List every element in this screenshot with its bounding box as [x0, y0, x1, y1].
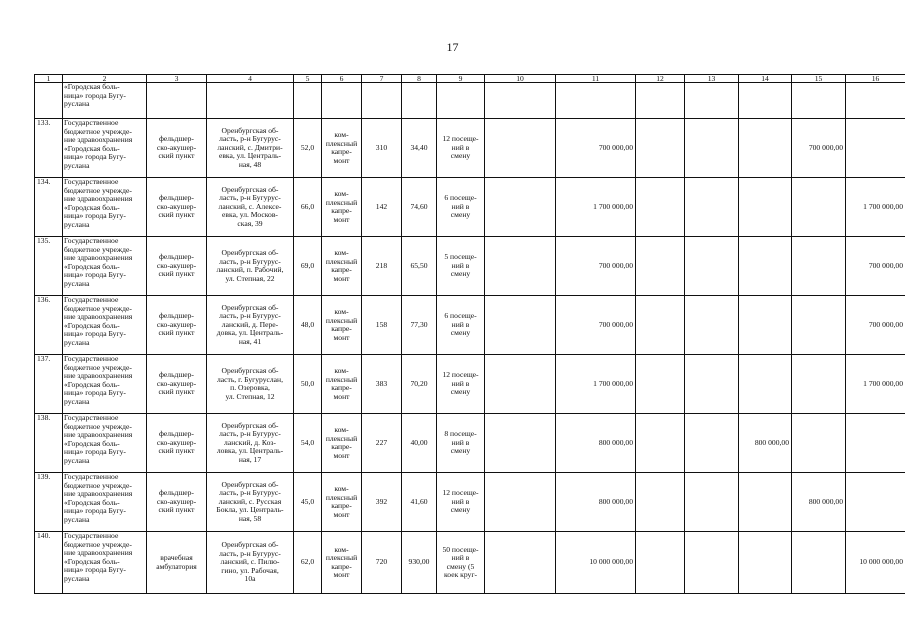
col15-amount-cell-text: 800 000,00	[808, 496, 843, 506]
col13-cell	[685, 178, 739, 237]
facility-type-cell	[147, 178, 207, 237]
area-cell-text: 52,0	[300, 142, 315, 152]
empty-cell	[792, 83, 846, 119]
col11-amount-cell	[556, 532, 636, 594]
table-row	[35, 296, 905, 355]
column-number-row	[35, 75, 905, 83]
address-cell	[207, 473, 294, 532]
empty-cell	[846, 83, 905, 119]
col14-amount-cell	[739, 119, 792, 178]
column-number: 1	[35, 75, 63, 83]
row-number-text: 137.	[37, 354, 51, 363]
col14-amount-cell	[739, 178, 792, 237]
col11-amount-cell-text: 700 000,00	[598, 142, 633, 152]
col11-amount-cell-text: 700 000,00	[598, 319, 633, 329]
work-type-cell-text: ком- плексный капре- монт	[325, 544, 358, 579]
column-number: 15	[792, 75, 846, 83]
col8-cell	[402, 119, 437, 178]
column-number: 3	[147, 75, 207, 83]
col15-amount-cell-text: 700 000,00	[808, 142, 843, 152]
capacity-cell-text: 6 посеще- ний в смену	[444, 311, 477, 338]
address-cell	[207, 237, 294, 296]
col8-cell-text: 77,30	[410, 319, 428, 329]
col15-amount-cell	[792, 473, 846, 532]
col16-amount-cell	[846, 355, 905, 414]
row-number-text: 138.	[37, 413, 51, 422]
col10-cell	[485, 414, 556, 473]
work-type-cell	[322, 532, 362, 594]
column-number: 13	[685, 75, 739, 83]
organization-cell-text: Государственное бюджетное учрежде- ние здравоохранения «Городская боль- ница» города Бугу- руслана	[64, 177, 133, 229]
work-type-cell	[322, 119, 362, 178]
column-number: 11	[556, 75, 636, 83]
address-cell-text: Оренбургская об- ласть, р-н Бугурус- ланский, д. Коз- ловка, ул. Централь- ная, 17	[216, 420, 284, 464]
area-cell	[294, 355, 322, 414]
table-row	[35, 178, 905, 237]
address-cell-text: Оренбургская об- ласть, р-н Бугурус- ланский, с. Русская Бокла, ул. Централь- ная, 58	[216, 479, 284, 523]
col11-amount-cell-text: 1 700 000,00	[593, 201, 633, 211]
col8-cell-text: 70,20	[410, 378, 428, 388]
col7-cell	[362, 414, 402, 473]
area-cell-text: 66,0	[300, 201, 315, 211]
facility-type-cell	[147, 119, 207, 178]
col10-cell	[485, 355, 556, 414]
col16-amount-cell-text: 700 000,00	[868, 260, 903, 270]
address-cell-text: Оренбургская об- ласть, р-н Бугурус- ланский, с. Дмитри- евка, ул. Централь- ная, 48	[217, 125, 283, 169]
work-type-cell-text: ком- плексный капре- монт	[325, 189, 358, 224]
col15-amount-cell	[792, 119, 846, 178]
work-type-cell	[322, 414, 362, 473]
address-cell-text: Оренбургская об- ласть, р-н Бугурус- ланский, с. Пилю- гино, ул. Рабочая, 10а	[219, 540, 281, 584]
empty-cell	[739, 83, 792, 119]
area-cell	[294, 532, 322, 594]
work-type-cell-text: ком- плексный капре- монт	[325, 248, 358, 283]
empty-cell	[636, 83, 685, 119]
organization-cell-text: Государственное бюджетное учрежде- ние здравоохранения «Городская боль- ница» города Бугу- руслана	[64, 295, 133, 347]
row-number	[35, 296, 63, 355]
col10-cell	[485, 119, 556, 178]
row-number-text: 134.	[37, 177, 51, 186]
col11-amount-cell-text: 10 000 000,00	[589, 557, 633, 567]
area-cell-text: 69,0	[300, 260, 315, 270]
col11-amount-cell-text: 800 000,00	[598, 496, 633, 506]
col7-cell-text: 158	[375, 319, 388, 329]
work-type-cell	[322, 296, 362, 355]
address-cell	[207, 532, 294, 594]
row-number	[35, 119, 63, 178]
capacity-cell-text: 50 посеще- ний в смену (5 коек круг-	[442, 544, 479, 579]
address-cell-text: Оренбургская об- ласть, р-н Бугурус- ланский, с. Алексе- евка, ул. Москов- ская, 39	[218, 184, 282, 228]
col15-amount-cell	[792, 178, 846, 237]
col16-amount-cell	[846, 532, 905, 594]
col10-cell	[485, 296, 556, 355]
table-row	[35, 237, 905, 296]
organization-text: «Городская боль- ница» города Бугу- руслана	[64, 82, 126, 108]
area-cell	[294, 119, 322, 178]
row-number	[35, 414, 63, 473]
work-type-cell-text: ком- плексный капре- монт	[325, 425, 358, 460]
empty-cell	[362, 83, 402, 119]
facility-type-cell-text: фельдшер- ско-акушер- ский пункт	[156, 370, 197, 397]
work-type-cell-text: ком- плексный капре- монт	[325, 366, 358, 401]
work-type-cell	[322, 355, 362, 414]
col10-cell	[485, 237, 556, 296]
col11-amount-cell	[556, 355, 636, 414]
col8-cell	[402, 414, 437, 473]
col8-cell-text: 930,00	[408, 557, 430, 567]
address-cell	[207, 355, 294, 414]
empty-cell	[294, 83, 322, 119]
area-cell	[294, 473, 322, 532]
col16-amount-cell	[846, 237, 905, 296]
col16-amount-cell	[846, 296, 905, 355]
col7-cell	[362, 119, 402, 178]
col13-cell	[685, 119, 739, 178]
col16-amount-cell	[846, 178, 905, 237]
organization-cell	[63, 296, 147, 355]
facility-type-cell-text: фельдшер- ско-акушер- ский пункт	[156, 134, 197, 161]
work-type-cell	[322, 178, 362, 237]
column-number: 4	[207, 75, 294, 83]
col13-cell	[685, 414, 739, 473]
table-row	[35, 532, 905, 594]
column-number: 16	[846, 75, 905, 83]
col7-cell	[362, 473, 402, 532]
row-number	[35, 237, 63, 296]
row-number-text: 133.	[37, 118, 51, 127]
col11-amount-cell	[556, 178, 636, 237]
col16-amount-cell-text: 1 700 000,00	[863, 201, 903, 211]
capacity-cell-text: 12 посеще- ний в смену	[442, 370, 479, 397]
area-cell-text: 45,0	[300, 496, 315, 506]
col13-cell	[685, 237, 739, 296]
col12-cell	[636, 119, 685, 178]
col15-amount-cell	[792, 296, 846, 355]
area-cell	[294, 237, 322, 296]
col7-cell-text: 227	[375, 437, 388, 447]
organization-cell	[63, 237, 147, 296]
capacity-cell-text: 6 посеще- ний в смену	[444, 193, 477, 220]
organization-cell	[63, 355, 147, 414]
organization-cell	[63, 414, 147, 473]
organization-cell	[63, 473, 147, 532]
row-number-text: 139.	[37, 472, 51, 481]
organization-cell-text: Государственное бюджетное учрежде- ние здравоохранения «Городская боль- ница» города Бугу- руслана	[64, 531, 133, 583]
page-number: 17	[446, 40, 459, 54]
col11-amount-cell	[556, 473, 636, 532]
col8-cell	[402, 473, 437, 532]
col14-amount-cell	[739, 296, 792, 355]
col13-cell	[685, 532, 739, 594]
facility-type-cell-text: фельдшер- ско-акушер- ский пункт	[156, 488, 197, 515]
col12-cell	[636, 473, 685, 532]
facility-type-cell-text: фельдшер- ско-акушер- ский пункт	[156, 429, 197, 456]
col7-cell-text: 142	[375, 201, 388, 211]
col13-cell	[685, 355, 739, 414]
organization-cell	[63, 83, 147, 119]
col16-amount-cell	[846, 119, 905, 178]
col8-cell	[402, 355, 437, 414]
column-number: 12	[636, 75, 685, 83]
capacity-cell-text: 8 посеще- ний в смену	[444, 429, 477, 456]
column-number: 14	[739, 75, 792, 83]
address-cell	[207, 414, 294, 473]
facility-type-cell	[147, 414, 207, 473]
column-number: 10	[485, 75, 556, 83]
table-row	[35, 473, 905, 532]
col8-cell	[402, 296, 437, 355]
column-number: 9	[437, 75, 485, 83]
col11-amount-cell-text: 700 000,00	[598, 260, 633, 270]
address-cell-text: Оренбургская об- ласть, г. Бугуруслан, п. Озеровка, ул. Степная, 12	[216, 366, 284, 401]
capacity-cell	[437, 473, 485, 532]
organization-cell-text: Государственное бюджетное учрежде- ние здравоохранения «Городская боль- ница» города Бугу- руслана	[64, 354, 133, 406]
col8-cell-text: 40,00	[410, 437, 428, 447]
col7-cell-text: 392	[375, 496, 388, 506]
col8-cell-text: 41,60	[410, 496, 428, 506]
address-cell-text: Оренбургская об- ласть, р-н Бугурус- ланский, п. Рабочий, ул. Степная, 22	[216, 248, 284, 283]
table-row	[35, 119, 905, 178]
capacity-cell	[437, 414, 485, 473]
col7-cell	[362, 355, 402, 414]
col12-cell	[636, 355, 685, 414]
col10-cell	[485, 178, 556, 237]
facility-type-cell	[147, 355, 207, 414]
address-cell	[207, 119, 294, 178]
col7-cell	[362, 296, 402, 355]
area-cell-text: 48,0	[300, 319, 315, 329]
address-cell	[207, 178, 294, 237]
facility-type-cell	[147, 296, 207, 355]
col16-amount-cell-text: 1 700 000,00	[863, 378, 903, 388]
column-number: 7	[362, 75, 402, 83]
col15-amount-cell	[792, 355, 846, 414]
row-number	[35, 532, 63, 594]
col7-cell-text: 218	[375, 260, 388, 270]
col16-amount-cell	[846, 473, 905, 532]
empty-cell	[402, 83, 437, 119]
col8-cell-text: 65,50	[410, 260, 428, 270]
table-row	[35, 355, 905, 414]
col11-amount-cell-text: 1 700 000,00	[593, 378, 633, 388]
capacity-cell	[437, 355, 485, 414]
area-cell-text: 54,0	[300, 437, 315, 447]
empty-cell	[35, 83, 63, 119]
col13-cell	[685, 473, 739, 532]
col12-cell	[636, 178, 685, 237]
column-number: 6	[322, 75, 362, 83]
col8-cell-text: 74,60	[410, 201, 428, 211]
col8-cell	[402, 237, 437, 296]
col14-amount-cell	[739, 473, 792, 532]
facilities-table	[34, 74, 905, 594]
capacity-cell-text: 12 посеще- ний в смену	[442, 134, 479, 161]
facility-type-cell	[147, 532, 207, 594]
col14-amount-cell	[739, 532, 792, 594]
col8-cell	[402, 178, 437, 237]
row-number-text: 136.	[37, 295, 51, 304]
col15-amount-cell	[792, 532, 846, 594]
column-number: 2	[63, 75, 147, 83]
capacity-cell	[437, 178, 485, 237]
address-cell	[207, 296, 294, 355]
empty-cell	[485, 83, 556, 119]
col11-amount-cell	[556, 237, 636, 296]
capacity-cell	[437, 237, 485, 296]
row-number	[35, 355, 63, 414]
col7-cell	[362, 178, 402, 237]
area-cell	[294, 414, 322, 473]
capacity-cell	[437, 119, 485, 178]
work-type-cell	[322, 473, 362, 532]
organization-cell-text: Государственное бюджетное учрежде- ние здравоохранения «Городская боль- ница» города Бугу- руслана	[64, 118, 133, 170]
organization-cell-text: Государственное бюджетное учрежде- ние здравоохранения «Городская боль- ница» города Бугу- руслана	[64, 236, 133, 288]
work-type-cell	[322, 237, 362, 296]
facility-type-cell	[147, 237, 207, 296]
col15-amount-cell	[792, 414, 846, 473]
col14-amount-cell	[739, 355, 792, 414]
col14-amount-cell	[739, 414, 792, 473]
column-number: 5	[294, 75, 322, 83]
col7-cell-text: 310	[375, 142, 388, 152]
facility-type-cell-text: фельдшер- ско-акушер- ский пункт	[156, 311, 197, 338]
col11-amount-cell	[556, 296, 636, 355]
col12-cell	[636, 532, 685, 594]
col10-cell	[485, 473, 556, 532]
organization-cell-text: Государственное бюджетное учрежде- ние здравоохранения «Городская боль- ница» города Бугу- руслана	[64, 472, 133, 524]
capacity-cell	[437, 296, 485, 355]
col8-cell-text: 34,40	[410, 142, 428, 152]
continuation-row	[35, 83, 905, 119]
empty-cell	[207, 83, 294, 119]
empty-cell	[322, 83, 362, 119]
col14-amount-cell-text: 800 000,00	[754, 437, 789, 447]
col7-cell-text: 383	[375, 378, 388, 388]
row-number-text: 140.	[37, 531, 51, 540]
col16-amount-cell-text: 700 000,00	[868, 319, 903, 329]
col8-cell	[402, 532, 437, 594]
col12-cell	[636, 237, 685, 296]
area-cell-text: 50,0	[300, 378, 315, 388]
work-type-cell-text: ком- плексный капре- монт	[325, 307, 358, 342]
facility-type-cell-text: фельдшер- ско-акушер- ский пункт	[156, 193, 197, 220]
col10-cell	[485, 532, 556, 594]
area-cell	[294, 178, 322, 237]
area-cell	[294, 296, 322, 355]
col11-amount-cell	[556, 414, 636, 473]
col12-cell	[636, 296, 685, 355]
organization-cell	[63, 532, 147, 594]
work-type-cell-text: ком- плексный капре- монт	[325, 484, 358, 519]
col11-amount-cell-text: 800 000,00	[598, 437, 633, 447]
col14-amount-cell	[739, 237, 792, 296]
col13-cell	[685, 296, 739, 355]
organization-cell-text: Государственное бюджетное учрежде- ние здравоохранения «Городская боль- ница» города Бугу- руслана	[64, 413, 133, 465]
col16-amount-cell-text: 10 000 000,00	[859, 557, 903, 567]
row-number	[35, 178, 63, 237]
table-row	[35, 414, 905, 473]
capacity-cell-text: 5 посеще- ний в смену	[444, 252, 477, 279]
organization-cell	[63, 178, 147, 237]
work-type-cell-text: ком- плексный капре- монт	[325, 130, 358, 165]
empty-cell	[147, 83, 207, 119]
col7-cell	[362, 532, 402, 594]
col11-amount-cell	[556, 119, 636, 178]
capacity-cell	[437, 532, 485, 594]
facility-type-cell	[147, 473, 207, 532]
area-cell-text: 62,0	[300, 557, 315, 567]
row-number-text: 135.	[37, 236, 51, 245]
col7-cell	[362, 237, 402, 296]
col16-amount-cell	[846, 414, 905, 473]
row-number	[35, 473, 63, 532]
address-cell-text: Оренбургская об- ласть, р-н Бугурус- ланский, д. Пере- довка, ул. Централь- ная, 41	[216, 302, 284, 346]
organization-cell	[63, 119, 147, 178]
empty-cell	[556, 83, 636, 119]
facility-type-cell-text: врачебная амбулатория	[156, 553, 197, 571]
column-number: 8	[402, 75, 437, 83]
facility-type-cell-text: фельдшер- ско-акушер- ский пункт	[156, 252, 197, 279]
col15-amount-cell	[792, 237, 846, 296]
col7-cell-text: 720	[375, 557, 388, 567]
col12-cell	[636, 414, 685, 473]
empty-cell	[685, 83, 739, 119]
empty-cell	[437, 83, 485, 119]
capacity-cell-text: 12 посеще- ний в смену	[442, 488, 479, 515]
